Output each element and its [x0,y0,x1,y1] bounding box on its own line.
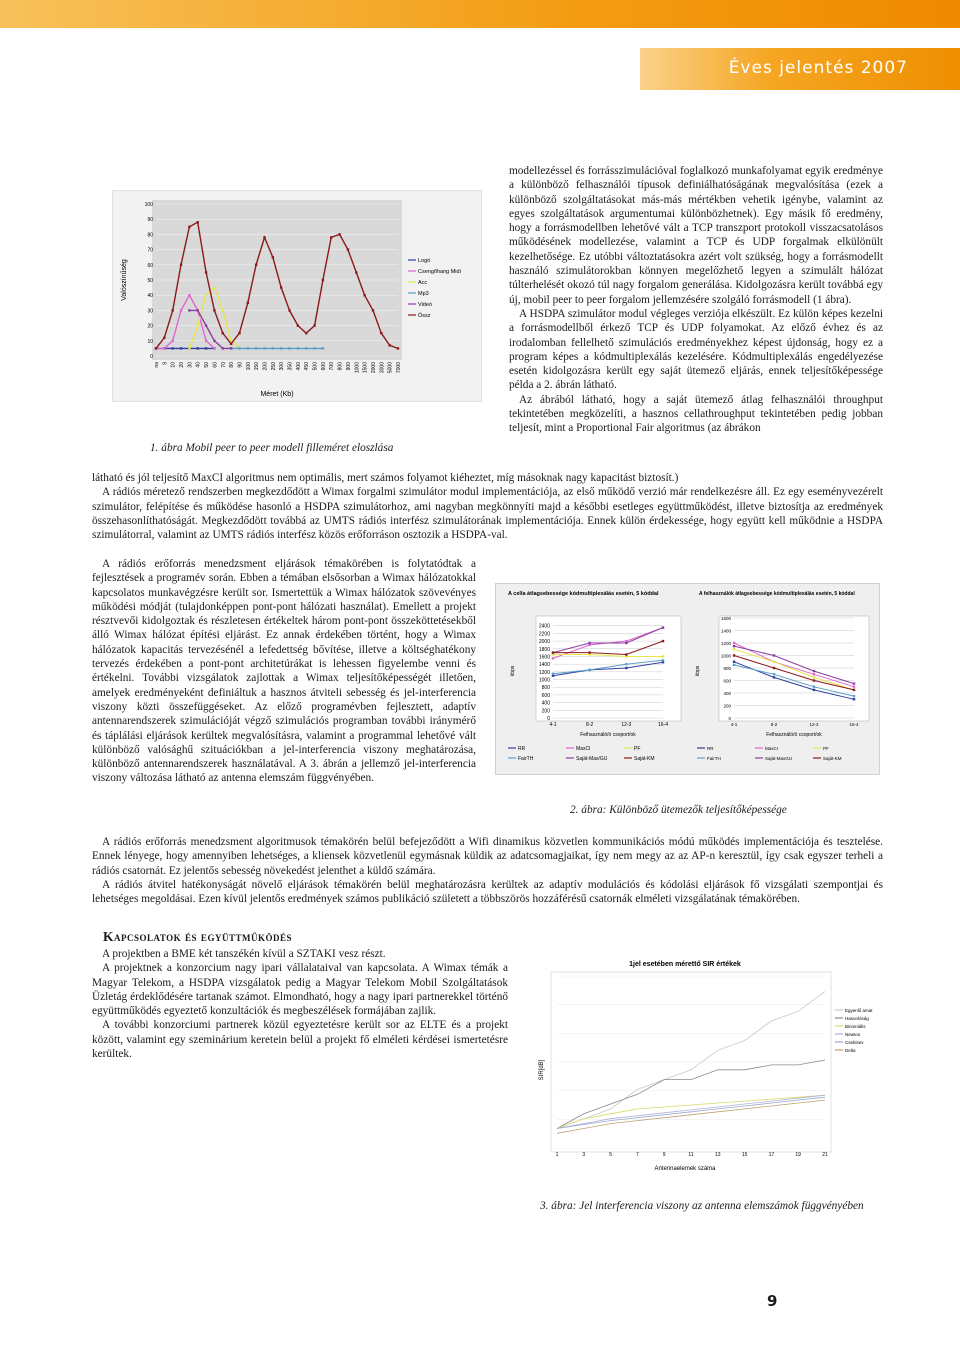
x-tick-label: 4-1 [730,722,738,727]
x-tick-label: 600 [320,362,327,371]
data-point [288,347,290,349]
data-point [853,682,855,684]
x-tick-label: 19 [795,1152,801,1158]
x-tick-label: 7000 [396,362,402,374]
figure-1-chart [112,190,482,402]
x-tick-label: na [154,362,160,368]
data-point [205,271,207,273]
data-point [180,347,182,349]
data-point [733,642,735,644]
x-tick-label: 16-4 [849,722,859,727]
paragraph-8: A projektben a BME két tanszékén kívül a SZTAKI vesz részt. [102,948,386,960]
data-point [188,347,190,349]
data-point [205,340,207,342]
data-point [305,332,307,334]
data-point [773,667,775,669]
legend-label: FairTH [707,756,721,761]
legend-label: PF [634,746,641,752]
x-tick-label: 15 [741,1152,748,1158]
y-tick-label: 10 [147,338,153,345]
x-tick-label: 100 [245,362,252,371]
data-point [171,340,173,342]
data-point [171,347,173,349]
y-tick-label: 30 [147,308,153,315]
data-point [813,673,815,675]
figure-2b-title: A felhasználók átlagsebessége kódmultiplexálás esetén, 5 kóddal [699,591,855,597]
y-tick-label: 400 [541,700,550,707]
data-point [813,670,815,672]
data-point [372,309,374,311]
y-tick-label: 40 [147,293,153,300]
report-title: Éves jelentés 2007 [728,58,908,78]
legend-label: Saját-KM [634,756,655,762]
legend-label: Delta [845,1048,856,1053]
data-point [813,679,815,681]
data-point [205,324,207,326]
legend-label: RR [518,746,526,752]
x-tick-label: 60 [212,362,219,368]
paragraph-6: A rádiós erőforrás menedzsment algoritmusok témakörén belül befejeződött a Wifi dinamikus közvetlen kommunikációs módú működés implementációja és tesztelése. Ennek lényege, hogy amennyiben lehetséges, a kliensek közvetlenül egymásnak küldik az adatcsomagjaikat, így nem megy az az AP-n keresztül, így csak egyszer terheli a rádiós csatornát. Ez jelentős sebesség növekedést jelenthet a küldő számára. [92,836,883,877]
figure-3-xlabel: Antennaelemek száma [654,1166,716,1172]
y-tick-label: 20 [147,323,153,330]
figure-1-xlabel: Méret (Kb) [260,391,294,398]
paragraph-1: modellezéssel és forrásszimulációval foglalkozó munkafolyamat egyik eredménye a különböző felhasználói típusok definiálhatóságának megvalósítása (ezek a különböző szolgáltatásokat más-más mértékben vehetik igénybe, valamint az egyes szolgáltatások argumentumai különbözhetnek). Egy másik fő eredmény, hogy a forrásmodellben lehetővé vált a TCP transzport protokoll visszacsatolásos működésének modellezése, valamint a TCP és UDP forgalmak elkülönült kezelhetősége. Ez utóbbi változtatásokra azért volt szükség, hogy a forrásmodellt használó szimulátorokban könnyen megelőzhető legyen a szimulált hálózat túlterhelését okozó túl nagy forgalom generálása. Kidolgozásra került továbbá egy új, mobil peer to peer forgalom jellemzésére szolgáló forrásmodell (1 ábra). [509,165,883,306]
data-point [388,344,390,346]
x-tick-label: 5 [609,1152,612,1158]
legend-label: MaxCI [765,746,779,751]
data-point [733,664,735,666]
data-point [213,286,215,288]
data-point [230,343,232,345]
data-point [205,347,207,349]
legend-label: Egyenlő amat [845,1008,873,1013]
x-tick-label: 3 [582,1152,586,1158]
y-tick-label: 60 [147,262,153,269]
data-point [625,663,627,665]
x-tick-label: 7 [636,1152,639,1158]
legend-label: Acc [418,280,428,286]
figure-2b-ylabel: kbps [695,665,701,677]
data-point [853,695,855,697]
y-tick-label: 1400 [720,628,731,634]
figure-1-ylabel: Valószínűség [121,259,128,301]
x-tick-label: 12-3 [809,722,819,727]
x-tick-label: 450 [304,362,311,371]
x-tick-label: 800 [337,362,344,371]
data-point [255,264,257,266]
paragraph-7: A rádiós átvitel hatékonyságát növelő eljárások témakörén belül meghatározásra kerültek az adaptív modulációs és kódolási eljárások fő vizsgálati szempontjai és lehetséges megoldásai. Ezen kívül jelentős eredmények számos publikáció született a többszörös hozzáférésű csatornák elméleti vizsgálatának témakörében. [92,878,883,906]
legend-label: Csebisev [845,1040,864,1045]
y-tick-label: 90 [147,217,153,224]
data-point [247,302,249,304]
y-tick-label: 2000 [538,639,550,646]
data-point [588,669,590,671]
data-point [813,686,815,688]
data-point [773,673,775,675]
x-tick-label: 900 [345,362,352,371]
y-tick-label: 800 [723,666,731,671]
x-tick-label: 150 [254,362,261,371]
data-point [662,655,664,657]
data-point [197,324,199,326]
data-point [355,271,357,273]
x-tick-label: 12-3 [621,722,632,728]
data-point [588,642,590,644]
y-tick-label: 0 [150,354,153,360]
figure-2-caption: 2. ábra: Különböző ütemezők teljesítőképessége [570,804,787,816]
x-tick-label: 9 [662,1152,666,1158]
text-block-full-2 [92,835,883,906]
paragraph-10: A további konzorciumi partnerek közül egyeztetésre került sor az ELTE és a projekt között, valamint egy szeminárium keretein belül a projekt fő elméleti kérdései ismertetésre kerültek. [92,1019,508,1061]
y-tick-label: 2400 [538,623,550,630]
data-point [188,294,190,296]
legend-label: MaxCI [576,746,591,752]
x-tick-label: 1000 [354,362,361,374]
x-tick-label: 500 [312,362,319,371]
x-tick-label: 5000 [387,362,394,374]
data-point [773,661,775,663]
legend-label: Logó [418,258,431,264]
data-point [397,347,399,349]
x-tick-label: 50 [204,362,211,368]
data-point [263,347,265,349]
data-point [272,347,274,349]
header-bar [0,0,960,28]
data-point [313,324,315,326]
x-tick-label: 250 [270,362,277,371]
data-point [280,286,282,288]
data-point [197,221,199,223]
y-tick-label: 1000 [538,677,550,684]
data-point [163,347,165,349]
data-point [773,676,775,678]
x-tick-label: 700 [329,362,336,371]
data-point [272,256,274,258]
data-point [238,332,240,334]
x-tick-label: 8-2 [770,722,778,727]
data-point [313,347,315,349]
x-tick-label: 1500 [362,362,369,374]
y-tick-label: 1800 [538,646,550,653]
x-tick-label: 300 [279,362,286,371]
y-tick-label: 0 [547,716,550,722]
data-point [733,654,735,656]
figure-2a-xlabel: Felhasználó/ó csoport/ok [580,732,636,738]
data-point [255,347,257,349]
figure-2a-chart [498,586,688,772]
x-tick-label: 200 [262,362,269,371]
x-tick-label: 1 [555,1152,559,1158]
y-tick-label: 80 [147,232,153,239]
data-point [853,698,855,700]
data-point [347,248,349,250]
figure-2 [495,583,880,775]
paragraph-9: A projektnek a konzorcium nagy ipari vállalataival van kapcsolata. A Wimax témák a Magyar Telekom, a HSDPA vizsgálatok pedig a Magyar Telekom Mobil Szolgáltatások Üzletág érdeklődésére tartanak számot. Elmondható, hogy a nagy ipari partnerekkel történő együttműködés egyeztető konzultációk és megbeszélések formájában zajlik. [92,962,508,1018]
data-point [180,264,182,266]
data-point [338,233,340,235]
y-tick-label: 70 [147,247,153,254]
data-point [297,347,299,349]
x-tick-label: 350 [287,362,294,371]
y-tick-label: 600 [541,692,550,699]
data-point [813,676,815,678]
text-block-left-mid [92,557,476,786]
data-point [733,648,735,650]
figure-3-chart [535,950,875,1180]
text-block-right-top [509,164,883,436]
data-point [171,309,173,311]
legend-label: Videó [418,302,432,308]
data-point [363,294,365,296]
figure-3-title: 1jel esetében mérettő SIR értékek [629,961,741,968]
data-point [180,309,182,311]
legend-label: Newton [845,1032,861,1037]
data-point [197,347,199,349]
data-point [733,645,735,647]
legend-label: PF [823,746,829,751]
x-tick-label: 80 [229,362,236,368]
y-tick-label: 0 [728,716,731,721]
data-point [662,640,664,642]
data-point [330,236,332,238]
data-point [188,309,190,311]
x-tick-label: 16-4 [657,722,669,728]
paragraph-3b: látható és jól teljesítő MaxCI algoritmus nem optimális, mert számos folyamot kiéheztet, míg másoknak nagy kapacitást biztosít.) [92,472,679,484]
x-tick-label: 21 [822,1152,828,1158]
x-tick-label: 40 [195,362,202,368]
y-tick-label: 1200 [720,641,731,646]
data-point [297,324,299,326]
legend-label: Saját-Max/GU [576,756,608,762]
data-point [205,294,207,296]
data-point [222,347,224,349]
data-point [662,659,664,661]
figure-2b-chart [689,586,877,772]
data-point [230,347,232,349]
x-tick-label: 11 [688,1152,694,1158]
x-tick-label: 30 [187,362,194,368]
data-point [213,340,215,342]
y-tick-label: 100 [144,202,153,208]
paragraph-3a: Az ábrából látható, hogy a saját ütemező átlag felhasználói throughput tekintetében megközelíti, a hasznos cellathroughput tekintetében pedig jobban teljesít, mint a Proportional Fair algoritmus (az ábrákon [509,393,883,435]
data-point [552,657,554,659]
x-tick-label: 10 [170,362,177,368]
y-tick-label: 1600 [538,654,550,661]
figure-1-caption: 1. ábra Mobil peer to peer modell filleméret eloszlása [150,442,394,454]
data-point [188,226,190,228]
y-tick-label: 1000 [720,653,731,659]
data-point [380,332,382,334]
data-point [552,673,554,675]
legend-label: FairTH [518,756,534,762]
paragraph-4: A rádiós méretező rendszerben megkezdődött a Wimax forgalmi szimulátor modul implementációja, az első működő verzió már rendelkezésre áll. Ez egy eseményvezérelt szimulátor, felépítése és működése hasonló a HSDPA szimulátorhoz, ami nagyban megkönnyíti majd a későbbi esetleges együttműködést, illetve biztosítja az eredmények összehasonlíthatóságát. Megkezdődött továbbá az UMTS rádiós interfész szimulátorának implementációja. Ennek külön érdekessége, hogy együtt kell működnie a HSDPA szimulátorral, valamint az UMTS rádiós interfész közös erőforráson osztozik a HSDPA-val. [92,486,883,542]
x-tick-label: 3000 [379,362,386,374]
data-point [853,686,855,688]
page-number: 9 [767,1292,778,1310]
y-tick-label: 800 [541,685,550,692]
figure-2a-ylabel: kbps [510,665,516,677]
section-heading: Kapcsolatok és együttműködés [103,929,292,944]
data-point [288,309,290,311]
data-point [773,654,775,656]
x-tick-label: 90 [237,362,244,368]
legend-label: Saját-KM [823,756,842,761]
y-tick-label: 2200 [538,631,550,638]
y-tick-label: 600 [723,678,731,684]
x-tick-label: 13 [715,1152,721,1158]
y-tick-label: 1600 [720,616,731,621]
data-point [322,347,324,349]
data-point [625,642,627,644]
x-tick-label: 17 [768,1152,775,1158]
data-point [322,279,324,281]
x-tick-label: 400 [295,362,302,371]
legend-label: Mp3 [418,291,429,297]
y-tick-label: 200 [541,708,550,715]
data-point [213,347,215,349]
data-point [247,347,249,349]
x-tick-label: 20 [179,362,186,368]
x-tick-label: 8-2 [586,722,594,728]
x-tick-label: 70 [220,362,227,368]
y-tick-label: 400 [723,691,731,696]
data-point [238,347,240,349]
text-block-full-1 [92,471,883,542]
data-point [305,347,307,349]
data-point [853,689,855,691]
paragraph-2: A HSDPA szimulátor modul végleges verziója elkészült. Ez külön képes kezelni a forrásmodellből érkező TCP és UDP folyamokat. Az előző évhez és az irodalomban fellelhető szimulációs eredményekhez képest újdonság, hogy ez a program képes a kódmultiplexálás kezelésére. Kódmultiplexálás engedélyezése esetén kidolgozásra került egy saját ütemező eljárás, ennek teljesítőképessége példa a 2. ábrán látható. [509,307,883,392]
figure-2b-xlabel: Felhasználó/ó csoport/ok [766,732,822,738]
y-tick-label: 1200 [538,669,550,676]
data-point [588,651,590,653]
figure-2a-title: A cella átlagsebessége kódmultiplexálás esetén, 5 kóddal [508,591,659,597]
data-point [197,309,199,311]
x-tick-label: 9 [162,362,169,365]
x-tick-label: 4-1 [549,722,557,728]
data-point [662,626,664,628]
data-point [552,651,554,653]
x-tick-label: 2000 [370,362,377,374]
data-point [222,309,224,311]
figure-3-ylabel: SIR[dB] [539,1059,545,1081]
legend-label: RR [707,746,714,751]
y-tick-label: 1400 [538,662,550,669]
y-tick-label: 200 [723,703,731,709]
legend-label: Hasonlóság [845,1016,869,1021]
figure-3-caption: 3. ábra: Jel interferencia viszony az antenna elemszámok függvényében [540,1200,864,1212]
data-point [625,667,627,669]
data-point [263,236,265,238]
data-point [280,347,282,349]
data-point [213,309,215,311]
data-point [163,337,165,339]
text-block-left-bottom [92,947,508,1061]
y-tick-label: 50 [147,278,153,284]
data-point [813,689,815,691]
data-point [155,347,157,349]
data-point [222,332,224,334]
data-point [625,653,627,655]
legend-label: Saját-MaxGU [765,756,793,761]
legend-label: Csengőhang Midi [418,269,461,275]
data-point [733,661,735,663]
legend-label: Össz [418,313,431,319]
paragraph-5: A rádiós erőforrás menedzsment eljárások témakörében is folytatódtak a fejlesztések a programév során. Ebben a témában elsősorban a Wimax hálózatokkal kapcsolatos munkavégzésre került sor. Ismertettük a Wimax hálózatok szövevényes működési módját (tulajdonképpen pont-pont hálózati használat). Emellett a projekt résztvevői kidolgoztak és részletesen értékeltek három pont-pont összeköttetésekből álló Wimax hálózat építési eljárást. Ez annak érdekében történt, hogy a Wimax hálózatok kapacitás tervezésénél a lefedettség bővítése, illetve a költséghatékony tervezés érdekében a pont-pont architetúrákat is lehessen figyelembe venni és értékelni. További vizsgálatok zajlottak a Wimax teljesítőképességét illetően, amelyek eredményeként definiáltuk a hasznos átviteli sebesség és jel-interferencia viszony közti összefüggéseket. Az előző programévben fejlesztett, adaptív antennarendszerek szimulációját végző szimulációs programban további iránymérő és táplálási eljárások kerültek megvalósításra, valamint a programmal lehetővé vált különböző valósághű szituációkban a jel-interferencia viszony meghatározása, különböző antennarendszerek használatával. A 3. ábrán a jellemző jel-interferencia viszony változása látható az antenna elemszám függvényében. [92,558,476,785]
legend-label: Binomiális [845,1024,866,1029]
